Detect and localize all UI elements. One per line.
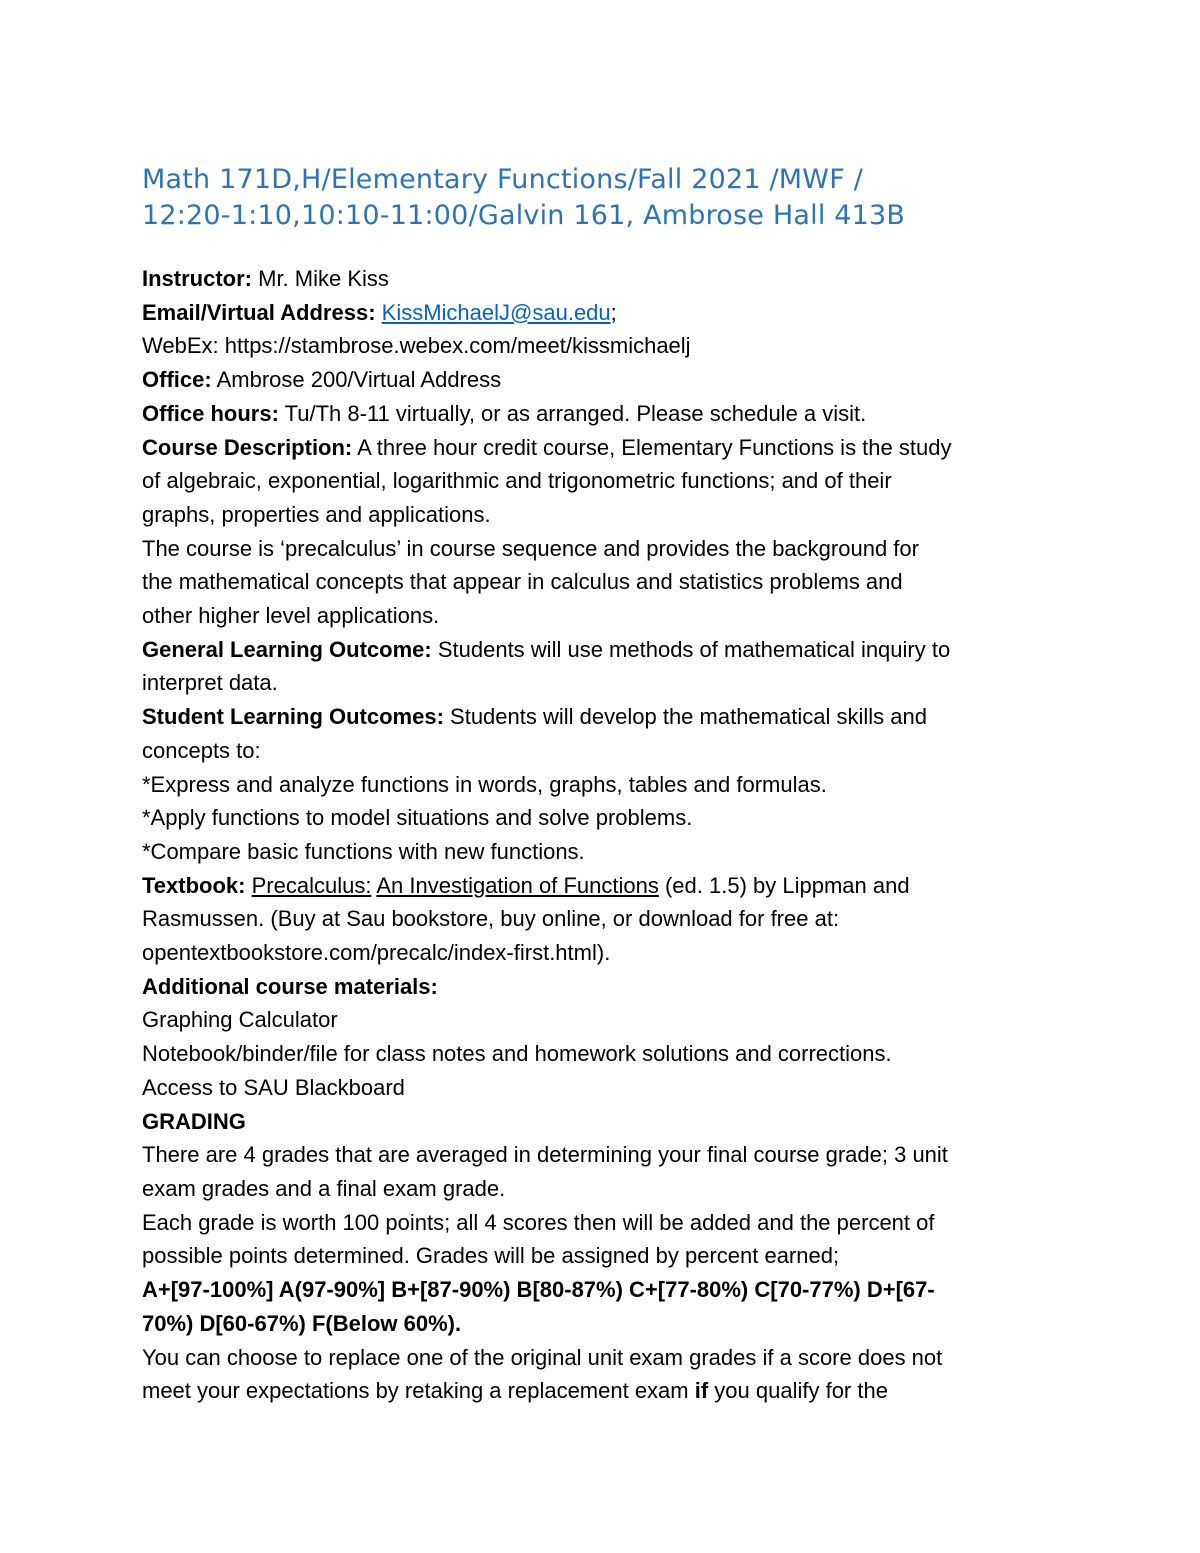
email-after: ; <box>610 299 617 325</box>
office-label: Office: <box>142 367 212 393</box>
grade-scale-line-2: 70%) D[60-67%) F(Below 60%). <box>142 1310 462 1336</box>
course-description-label: Course Description: <box>142 434 353 460</box>
precalc-note-line-2: the mathematical concepts that appear in calculus and statistics problems and <box>142 569 903 595</box>
grading-p1-line-2: exam grades and a final exam grade. <box>142 1175 506 1201</box>
grading-p3-text-b: you qualify for the <box>708 1378 888 1404</box>
student-outcomes-label: Student Learning Outcomes: <box>142 704 444 730</box>
outcome-item: *Compare basic functions with new functions. <box>142 838 585 864</box>
general-outcome-line-1 <box>142 633 1082 667</box>
grade-scale-line-1: A+[97-100%] A(97-90%] B+[87-90%) B[80-87%) C+[77-80%) C[70-77%) D+[67- <box>142 1277 935 1303</box>
materials-item: Access to SAU Blackboard <box>142 1074 405 1100</box>
grading-p2-line-2: possible points determined. Grades will be assigned by percent earned; <box>142 1243 840 1269</box>
syllabus-page <box>142 162 1082 1408</box>
grading-p3-emphasis: if <box>694 1378 709 1404</box>
office-hours-label: Office hours: <box>142 400 279 426</box>
materials-item: Notebook/binder/file for class notes and homework solutions and corrections. <box>142 1041 892 1067</box>
textbook-line-1 <box>142 869 1082 903</box>
textbook-line-2: Rasmussen. (Buy at Sau bookstore, buy online, or download for free at: <box>142 906 840 932</box>
materials-item: Graphing Calculator <box>142 1007 338 1033</box>
instructor-label: Instructor: <box>142 266 252 291</box>
general-outcome-text-1: Students will use methods of mathematical inquiry to <box>431 636 951 662</box>
precalc-note-line-3: other higher level applications. <box>142 603 440 629</box>
page-title <box>142 162 1082 234</box>
course-description-line-2: of algebraic, exponential, logarithmic and trigonometric functions; and of their <box>142 468 892 494</box>
textbook-line-3: opentextbookstore.com/precalc/index-first.html). <box>142 940 611 966</box>
outcome-item: *Apply functions to model situations and solve problems. <box>142 805 693 831</box>
email-line <box>142 296 1082 330</box>
grading-p2-line-1: Each grade is worth 100 points; all 4 scores then will be added and the percent of <box>142 1209 935 1235</box>
email-label: Email/Virtual Address: <box>142 299 376 325</box>
grading-p3-text-a: meet your expectations by retaking a replacement exam <box>142 1378 695 1404</box>
grading-p1-line-1: There are 4 grades that are averaged in determining your final course grade; 3 unit <box>142 1142 948 1168</box>
instructor-line <box>142 262 1082 296</box>
course-description-text-1: A three hour credit course, Elementary Functions is the study <box>352 434 952 460</box>
course-description-line-3: graphs, properties and applications. <box>142 501 491 527</box>
course-description-line-1 <box>142 431 1082 465</box>
general-outcome-label: General Learning Outcome: <box>142 636 432 662</box>
textbook-label: Textbook: <box>142 872 246 898</box>
title-line-2: 12:20-1:10,10:10-11:00/Galvin 161, Ambrose Hall 413B <box>142 200 906 231</box>
webex-line: WebEx: https://stambrose.webex.com/meet/kissmichaelj <box>142 333 691 359</box>
grading-p3-line-2 <box>142 1374 1082 1408</box>
outcome-item: *Express and analyze functions in words, graphs, tables and formulas. <box>142 771 827 797</box>
student-outcomes-line-2: concepts to: <box>142 737 261 763</box>
office-hours-value: Tu/Th 8-11 virtually, or as arranged. Please schedule a visit. <box>278 400 867 426</box>
title-line-1: Math 171D,H/Elementary Functions/Fall 2021 /MWF / <box>142 164 864 195</box>
email-link[interactable]: KissMichaelJ@sau.edu <box>381 299 611 325</box>
textbook-edition: (ed. 1.5) by Lippman and <box>658 872 910 898</box>
instructor-value: Mr. Mike Kiss <box>252 266 389 291</box>
grading-heading: GRADING <box>142 1108 246 1134</box>
general-outcome-line-2: interpret data. <box>142 670 278 696</box>
textbook-title-part-2: An Investigation of Functions <box>376 872 659 898</box>
materials-label: Additional course materials: <box>142 973 438 999</box>
student-outcomes-line-1 <box>142 700 1082 734</box>
office-line <box>142 363 1082 397</box>
office-value: Ambrose 200/Virtual Address <box>211 367 502 393</box>
student-outcomes-text-1: Students will develop the mathematical skills and <box>443 704 927 730</box>
office-hours-line <box>142 397 1082 431</box>
textbook-title-part-1: Precalculus: <box>251 872 372 898</box>
grading-p3-line-1: You can choose to replace one of the original unit exam grades if a score does not <box>142 1344 943 1370</box>
precalc-note-line-1: The course is ‘precalculus’ in course sequence and provides the background for <box>142 535 919 561</box>
